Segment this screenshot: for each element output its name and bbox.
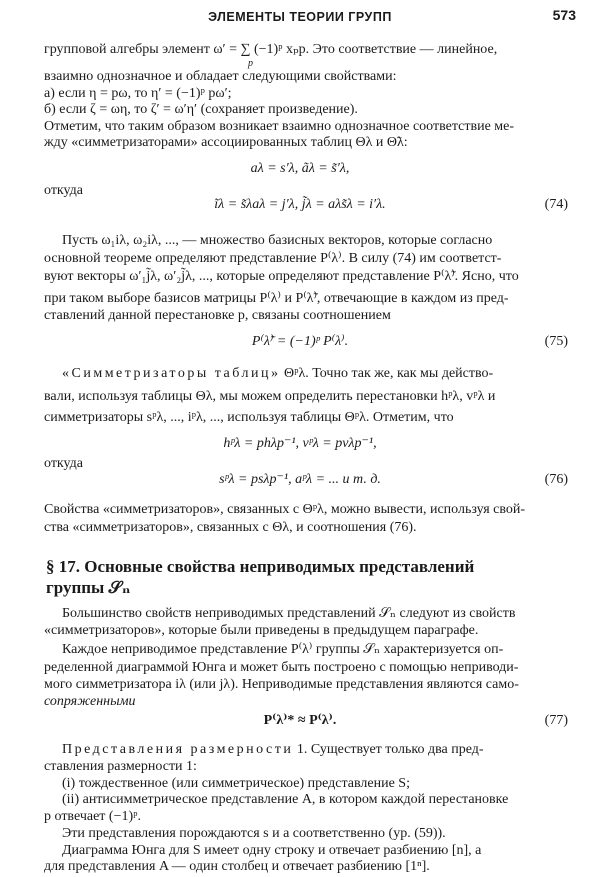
section-title: группы 𝒮ₙ [46, 578, 131, 597]
equation: sᵖλ = psλp⁻¹, aᵖλ = ... и т. д. [219, 472, 381, 487]
text-line: б) если ζ = ωη, то ζ′ = ω′η′ (сохраняет произведение). [44, 102, 358, 117]
text-line: мого симметризатора iλ (или jλ). Неприводимые представления являются само- [44, 677, 519, 692]
list-item: (i) тождественное (или симметрическое) представление S; [62, 776, 410, 791]
text-line: ставления размерности 1: [44, 759, 197, 774]
text-line: а) если η = pω, то η′ = (−1)ᵖ pω′; [44, 86, 232, 101]
page-number: 573 [552, 7, 576, 23]
text-line: откуда [44, 456, 83, 471]
running-title: ЭЛЕМЕНТЫ ТЕОРИИ ГРУПП [208, 10, 392, 24]
text-line: откуда [44, 183, 83, 198]
text-line: ределенной диаграммой Юнга и может быть построено с помощью неприводи- [44, 660, 519, 675]
text-line: для представления A — один столбец и отвечает разбиению [1ⁿ]. [44, 859, 430, 874]
text-line: Пусть ω₁iλ, ω₂iλ, ..., — множество базисных векторов, которые согласно [62, 233, 493, 248]
text-line: симметризаторы sᵖλ, ..., iᵖλ, ..., используя таблицы Θᵖλ. Отметим, что [44, 410, 454, 425]
text-line: Представления размерности 1. Существует только два пред- [62, 742, 484, 757]
text-line: основной теореме определяют представление P⁽λ⁾. В силу (74) им соответст- [44, 251, 502, 266]
text-line: ства «симметризаторов», связанных с Θλ, и соотношения (76). [44, 520, 417, 535]
text-line: p отвечает (−1)ᵖ. [44, 809, 141, 824]
text-line: вуют векторы ω′₁j̃λ, ω′₂j̃λ, ..., которые определяют представление P⁽λ̃⁾. Ясно, что [44, 269, 519, 284]
equation: P⁽λ̃⁾ = (−1)ᵖ P⁽λ⁾. [251, 334, 349, 349]
equation: aλ = s′λ, ãλ = s̃′λ, [250, 161, 350, 176]
equation: hᵖλ = phλp⁻¹, vᵖλ = pvλp⁻¹, [223, 436, 377, 451]
text-line: ставлений данной перестановке p, связаны соотношением [44, 308, 391, 323]
spaced-heading: Представления размерности [62, 742, 294, 757]
text-line: жду «симметризаторами» ассоциированных таблиц Θλ и Θ̃λ: [44, 135, 408, 150]
text-line: «симметризаторов», которые были приведены в предыдущем параграфе. [44, 623, 479, 638]
text-line: вали, используя таблицы Θλ, мы можем определить перестановки hᵖλ, vᵖλ и [44, 389, 496, 404]
text-line: Диаграмма Юнга для S имеет одну строку и отвечает разбиению [n], а [62, 843, 482, 858]
equation-number: (75) [544, 334, 568, 349]
text-line: Свойства «симметризаторов», связанных с Θᵖλ, можно вывести, используя свой- [44, 502, 526, 517]
text-line: Каждое неприводимое представление P⁽λ⁾ группы 𝒮ₙ характеризуется оп- [62, 642, 504, 657]
spaced-heading: «Симметризаторы таблиц» [62, 366, 281, 381]
equation-number: (76) [544, 472, 568, 487]
section-title: § 17. Основные свойства неприводимых представлений [46, 557, 475, 576]
text-line: групповой алгебры элемент ω′ = ∑ (−1)ᵖ xₚp. Это соответствие — линейное, [44, 42, 498, 57]
equation-number: (74) [544, 197, 568, 212]
text-line: при таком выборе базисов матрицы P⁽λ⁾ и P⁽λ̃⁾, отвечающие в каждом из пред- [44, 291, 509, 306]
list-item: (ii) антисимметрическое представление A, в котором каждой перестановке [62, 792, 509, 807]
text-line: «Симметризаторы таблиц» Θᵖλ. Точно так же, как мы действо- [62, 366, 494, 381]
sum-index: p [248, 58, 253, 69]
text-line: Отметим, что таким образом возникает взаимно однозначное соответствие ме- [44, 119, 515, 134]
text-line: Большинство свойств неприводимых представлений 𝒮ₙ следуют из свойств [62, 606, 516, 621]
text-line: Эти представления порождаются s и a соответственно (ур. (59)). [62, 826, 446, 841]
equation-number: (77) [544, 713, 568, 728]
equation: P⁽λ⁾* ≈ P⁽λ⁾. [263, 713, 337, 728]
text-line: взаимно однозначное и обладает следующими свойствами: [44, 69, 397, 84]
text-line: сопряженными [44, 694, 136, 709]
equation: ĩλ = s̃λaλ = j′λ, j̃λ = aλs̃λ = i′λ. [214, 197, 386, 212]
